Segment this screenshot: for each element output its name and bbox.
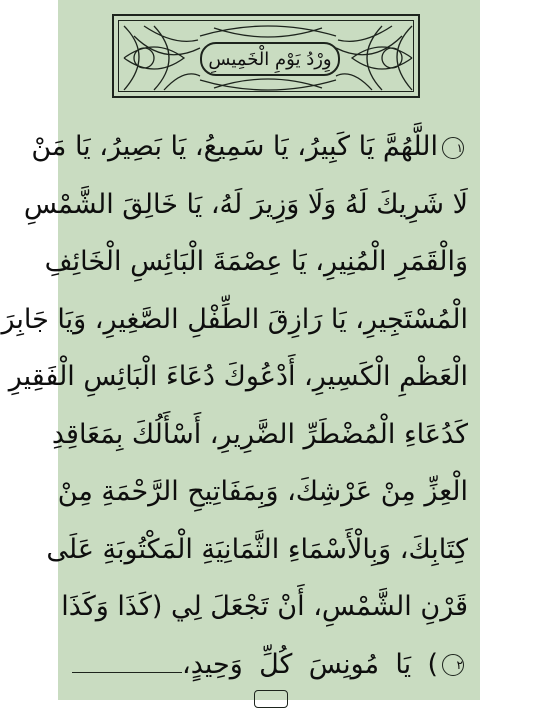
text-line-7: الْعِزِّ مِنْ عَرْشِكَ، وَبِمَفَاتِيحِ الرَّحْمَةِ مِنْ (57, 476, 468, 507)
text-line-8: كِتَابِكَ، وَبِالْأَسْمَاءِ الثَّمَانِيَةِ الْمَكْتُوبَةِ عَلَى (46, 533, 468, 565)
book-page (1, 0, 480, 700)
verse-marker-start: ١ (442, 137, 464, 159)
prayer-text (1, 118, 468, 693)
text-line-3: وَالْقَمَرِ الْمُنِيرِ، يَا عِصْمَةَ الْبَائِسِ الْخَائِفِ (44, 246, 468, 277)
text-line-9: قَرْنِ الشَّمْسِ، أَنْ تَجْعَلَ لِي (كَذَا وَكَذَا (61, 591, 468, 622)
page-title: وِرْدُ يَوْمِ الْخَمِيسِ (208, 48, 332, 70)
fill-in-blank (72, 658, 182, 673)
text-line-1: ١اللَّهُمَّ يَا كَبِيرُ، يَا سَمِيعُ، يَا بَصِيرُ، يَا مَنْ (31, 131, 463, 162)
text-line-5: الْعَظْمِ الْكَسِيرِ، أَدْعُوكَ دُعَاءَ الْبَائِسِ الْفَقِيرِ (8, 361, 468, 392)
page-number-frame (254, 690, 288, 708)
text-line-2: لَا شَرِيكَ لَهُ وَلَا وَزِيرَ لَهُ، يَا خَالِقَ الشَّمْسِ (23, 188, 468, 220)
verse-marker-end: ٢ (442, 654, 464, 676)
header-frame (112, 14, 420, 98)
text-line-6: كَدُعَاءِ الْمُضْطَرِّ الضَّرِيرِ، أَسْأَلُكَ بِمَعَاقِدِ (51, 418, 468, 450)
title-cartouche (200, 42, 340, 76)
text-line-10: ٢) يَا مُونِسَ كُلِّ وَحِيدٍ، (72, 636, 468, 694)
text-line-4: الْمُسْتَجِيرِ، يَا رَازِقَ الطِّفْلِ الصَّغِيرِ، وَيَا جَابِرَ (1, 303, 468, 335)
